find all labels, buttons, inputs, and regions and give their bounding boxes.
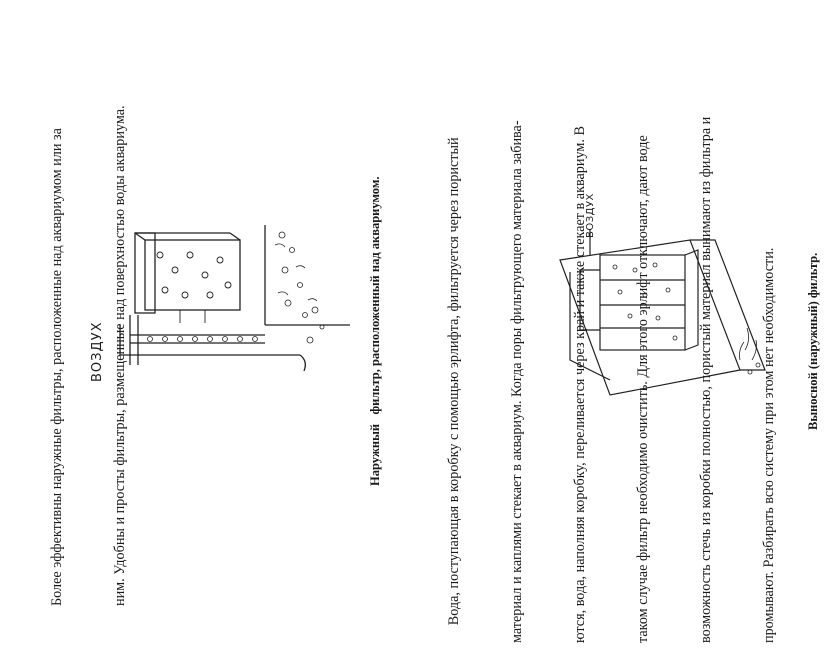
- description-line: материал и каплями стекает в аквариум. Когда поры фильтрующего материала забива-: [509, 120, 525, 643]
- description-line: ются, вода, наполняя коробку, переливается через край и также стекает в аквариум. В: [572, 126, 588, 643]
- description-line: таком случае фильтр необходимо очистить. Для этого эрлифт отключают, дают воде: [635, 135, 651, 643]
- figure1-caption: Наружный фильтр, расположенный над аквариумом.: [368, 176, 382, 486]
- air-label: ВОЗДУХ: [585, 193, 596, 238]
- description-line: возможность стечь из коробки полностью, пористый материал вынимают из фильтра и: [698, 116, 714, 643]
- figure2-caption: Выносной (наружный) фильтр.: [806, 252, 820, 430]
- description-line: промывают. Разбирать всю систему при этом нет необходимости.: [761, 247, 777, 643]
- figure-overhead-filter: [60, 215, 360, 395]
- intro-line: Более эффективны наружные фильтры, расположенные над аквариумом или за: [49, 128, 65, 606]
- air-label: ВОЗДУХ: [90, 321, 105, 382]
- description-line: Вода, поступающая в коробку с помощью эрлифта, фильтруется через пористый: [446, 137, 462, 643]
- figure-external-filter: [540, 210, 780, 410]
- intro-line: ним. Удобны и просты фильтры, размещенные над поверхностью воды аквариума.: [112, 105, 128, 606]
